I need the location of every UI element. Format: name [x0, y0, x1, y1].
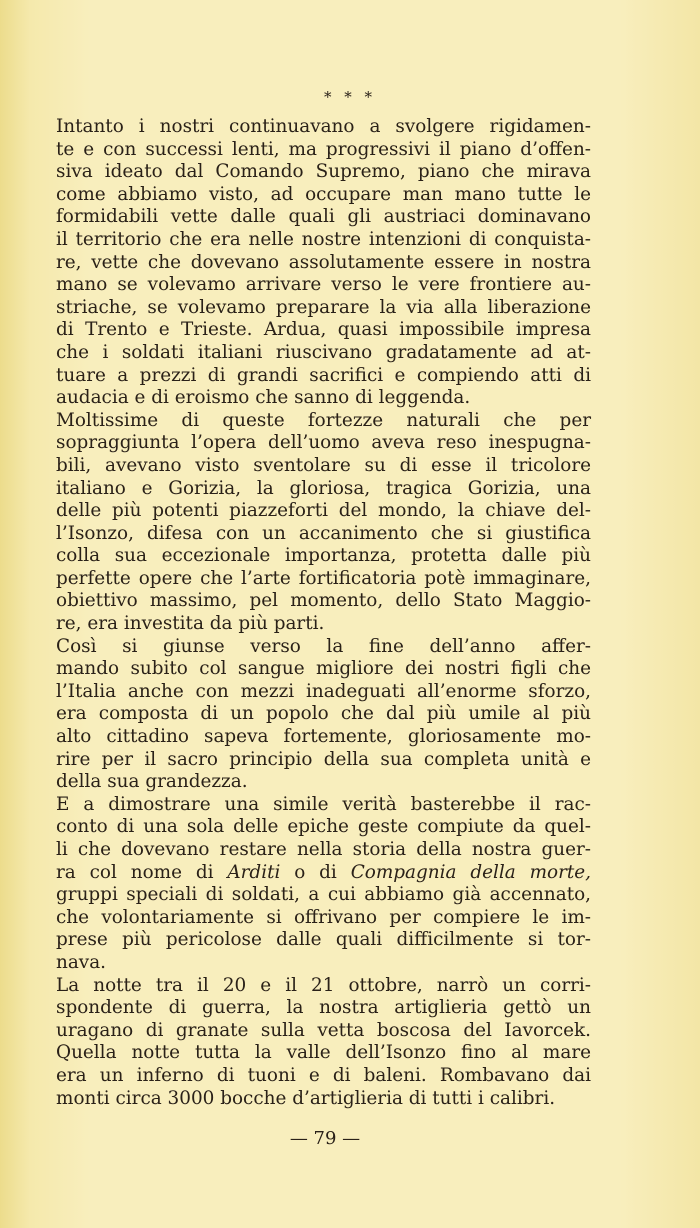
text-line: mano se volevamo arrivare verso le vere frontiere au-	[56, 274, 591, 296]
text-line: rire per il sacro principio della sua completa unità e	[56, 748, 591, 770]
text-line: l’Isonzo, difesa con un accanimento che si giustifica	[56, 522, 591, 544]
text-line: perfette opere che l’arte fortificatoria potè immaginare,	[56, 567, 591, 589]
text-line: di Trento e Trieste. Ardua, quasi impossibile impresa	[56, 319, 591, 341]
text-line: delle più potenti piazzeforti del mondo, la chiave del-	[56, 500, 591, 522]
text-line: tuare a prezzi di grandi sacrifici e compiendo atti di	[56, 364, 591, 386]
text-line: formidabili vette dalle quali gli austriaci dominavano	[56, 206, 591, 228]
text-line: che volontariamente si offrivano per compiere le im-	[56, 906, 591, 928]
text-line: era composta di un popolo che dal più umile al più	[56, 703, 591, 725]
text-line: ra col nome di Arditi o di Compagnia della morte,	[56, 861, 592, 883]
paragraph	[56, 410, 591, 636]
paragraph	[56, 975, 591, 1111]
text-line: La notte tra il 20 e il 21 ottobre, narrò un corri-	[56, 974, 591, 996]
text-line: mando subito col sangue migliore dei nostri figli che	[56, 658, 591, 680]
text-line: conto di una sola delle epiche geste compiute da quel-	[56, 816, 591, 838]
text-line: gruppi speciali di soldati, a cui abbiamo già accennato,	[56, 884, 591, 906]
text-line: re, vette che dovevano assolutamente essere in nostra	[56, 251, 591, 273]
text-line: prese più pericolose dalle quali difficilmente si tor-	[56, 929, 591, 951]
text-line: che i soldati italiani riuscivano gradatamente ad at-	[56, 341, 591, 363]
page-number: — 79 —	[289, 1128, 361, 1149]
text-line: il territorio che era nelle nostre intenzioni di conquista-	[56, 228, 591, 250]
text-line: audacia e di eroismo che sanno di leggenda.	[56, 387, 471, 409]
text-line: alto cittadino sapeva fortemente, gloriosamente mo-	[56, 726, 591, 748]
text-line: Così si giunse verso la fine dell’anno affer-	[56, 635, 591, 657]
text-line: nava.	[56, 951, 107, 973]
text-line: bili, avevano visto sventolare su di esse il tricolore	[56, 454, 591, 476]
text-line: monti circa 3000 bocche d’artiglieria di tutti i calibri.	[56, 1087, 556, 1109]
text-line: re, era investita da più parti.	[56, 613, 325, 635]
text-line: era un inferno di tuoni e di baleni. Rombavano dai	[56, 1064, 591, 1086]
paragraph	[56, 116, 591, 410]
text-line: della sua grandezza.	[56, 771, 248, 793]
text-line: uragano di granate sulla vetta boscosa del Iavorcek.	[56, 1019, 591, 1041]
text-line: Intanto i nostri continuavano a svolgere rigidamen-	[56, 116, 591, 137]
paragraph	[56, 794, 591, 975]
text-line: l’Italia anche con mezzi inadeguati all’enorme sforzo,	[56, 680, 591, 702]
text-line: obiettivo massimo, pel momento, dello Stato Maggio-	[56, 590, 591, 612]
paragraph	[56, 636, 591, 794]
text-line: li che dovevano restare nella storia della nostra guer-	[56, 839, 591, 860]
section-separator: * * *	[323, 88, 377, 106]
text-line: striache, se volevamo preparare la via alla liberazione	[56, 296, 591, 318]
text-line: Moltissime di queste fortezze naturali che per	[56, 409, 591, 431]
text-line: spondente di guerra, la nostra artiglieria gettò un	[56, 997, 591, 1019]
text-line: come abbiamo visto, ad occupare man mano tutte le	[56, 183, 591, 205]
text-line: E a dimostrare una simile verità basterebbe il rac-	[56, 793, 591, 815]
text-line: italiano e Gorizia, la gloriosa, tragica Gorizia, una	[56, 477, 591, 499]
text-line: sopraggiunta l’opera dell’uomo aveva reso inespugna-	[56, 432, 591, 454]
text-line: te e con successi lenti, ma progressivi il piano d’offen-	[56, 138, 591, 160]
text-line: colla sua eccezionale importanza, protetta dalle più	[56, 545, 591, 567]
text-line: siva ideato dal Comando Supremo, piano che mirava	[56, 161, 591, 183]
body-text	[56, 116, 591, 1110]
text-line: Quella notte tutta la valle dell’Isonzo fino al mare	[56, 1042, 591, 1064]
